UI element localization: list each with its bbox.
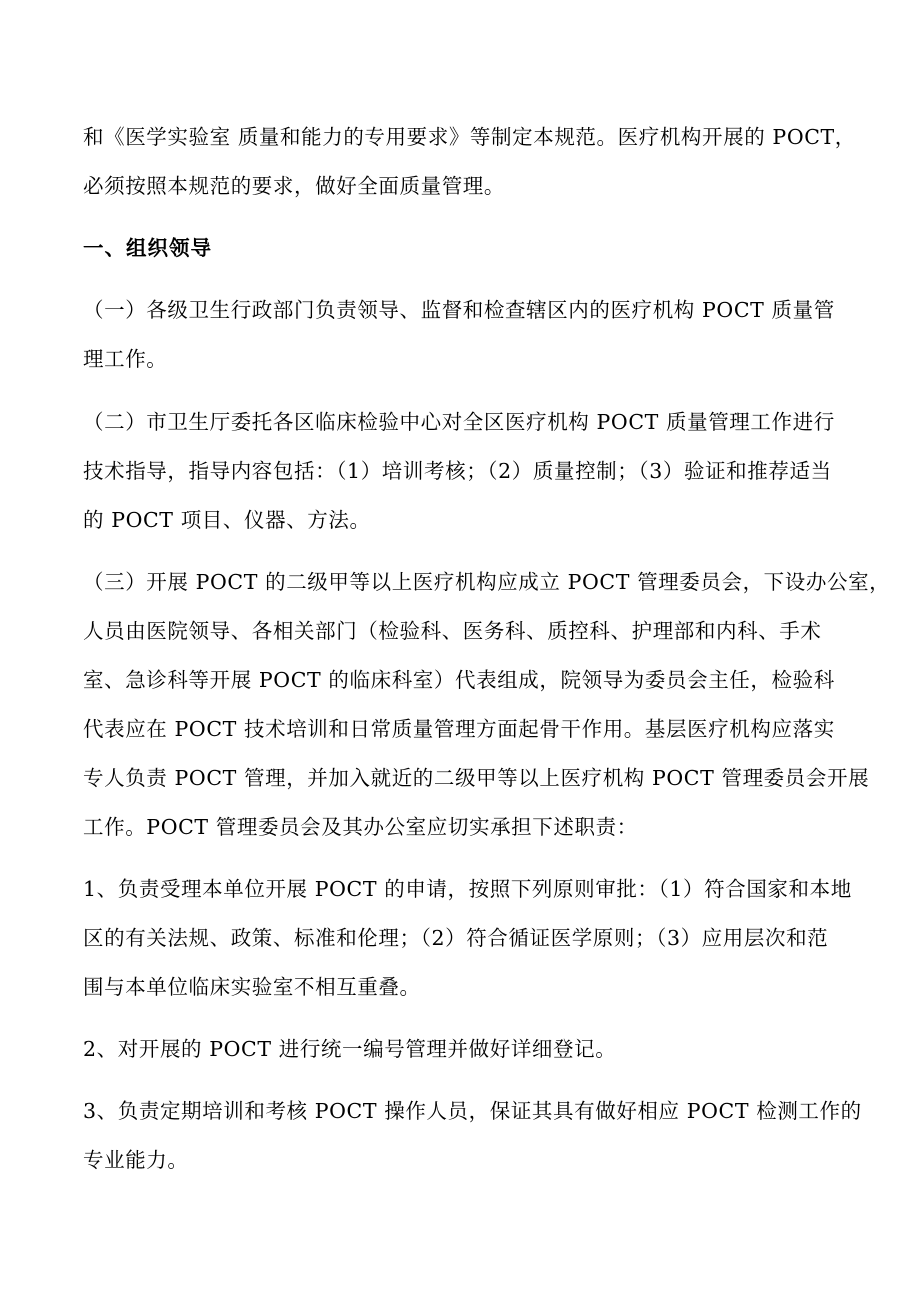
intro-line-2: 必须按照本规范的要求，做好全面质量管理。 [83, 174, 505, 198]
para1-line-1: （一）各级卫生行政部门负责领导、监督和检查辖区内的医疗机构 POCT 质量管 [83, 298, 835, 322]
para3-line-4: 代表应在 POCT 技术培训和日常质量管理方面起骨干作用。基层医疗机构应落实 [83, 717, 835, 741]
item1-line-3: 围与本单位临床实验室不相互重叠。 [83, 975, 421, 999]
para3-line-2: 人员由医院领导、各相关部门（检验科、医务科、质控科、护理部和内科、手术 [83, 619, 822, 643]
para2-line-1: （二）市卫生厅委托各区临床检验中心对全区医疗机构 POCT 质量管理工作进行 [83, 410, 835, 434]
para2-line-2: 技术指导，指导内容包括：（1）培训考核；（2）质量控制；（3）验证和推荐适当 [83, 459, 832, 483]
section-heading: 一、组织领导 [83, 236, 212, 260]
para3-line-5: 专人负责 POCT 管理，并加入就近的二级甲等以上医疗机构 POCT 管理委员会开展 [83, 766, 870, 790]
para3-line-3: 室、急诊科等开展 POCT 的临床科室）代表组成，院领导为委员会主任，检验科 [83, 668, 835, 692]
item1-line-1: 1、负责受理本单位开展 POCT 的申请，按照下列原则审批：（1）符合国家和本地 [83, 877, 852, 901]
para3-line-1: （三）开展 POCT 的二级甲等以上医疗机构应成立 POCT 管理委员会，下设办公室， [83, 570, 891, 594]
para1-line-2: 理工作。 [83, 347, 168, 371]
para3-line-6: 工作。POCT 管理委员会及其办公室应切实承担下述职责： [83, 815, 638, 839]
item3-line-2: 专业能力。 [83, 1148, 189, 1172]
para2-line-3: 的 POCT 项目、仪器、方法。 [83, 508, 371, 532]
item3-line-1: 3、负责定期培训和考核 POCT 操作人员，保证其具有做好相应 POCT 检测工作的 [83, 1099, 862, 1123]
item1-line-2: 区的有关法规、政策、标准和伦理；（2）符合循证医学原则；（3）应用层次和范 [83, 926, 829, 950]
intro-line-1: 和《医学实验室 质量和能力的专用要求》等制定本规范。医疗机构开展的 POCT， [83, 125, 856, 149]
item2-line-1: 2、对开展的 POCT 进行统一编号管理并做好详细登记。 [83, 1037, 617, 1061]
